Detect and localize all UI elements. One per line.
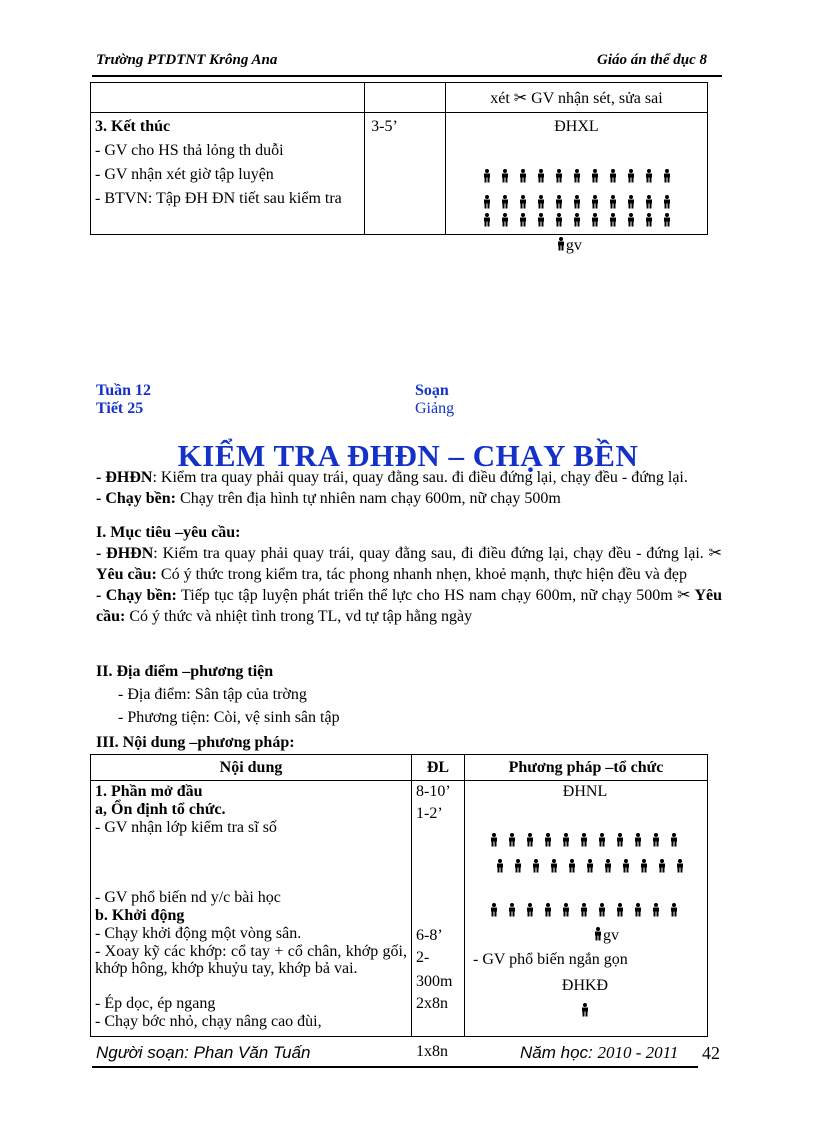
intro-label: - ĐHĐN: [96, 469, 153, 486]
header-school: Trường PTDTNT Krông Ana: [96, 52, 278, 68]
person-icon: [525, 903, 535, 916]
person-icon: [626, 169, 636, 182]
person-icon: [639, 859, 649, 872]
person-icon: [615, 833, 625, 846]
method-cell: [465, 781, 708, 1037]
section-heading: II. Địa điểm –phương tiện: [96, 663, 274, 680]
person-icon: [662, 213, 672, 226]
teacher-label: gv: [603, 927, 619, 944]
footer-year-value: 2010 - 2011: [597, 1043, 679, 1062]
intro-para-1: [96, 467, 722, 488]
section-objectives: [96, 522, 722, 627]
person-icon: [561, 903, 571, 916]
dl-value: 1-2’: [416, 805, 443, 822]
intro-para-2: [96, 488, 722, 509]
table-top: [90, 82, 708, 254]
footer-year-label: Năm học:: [520, 1043, 593, 1062]
person-icon: [579, 833, 589, 846]
person-icon: [549, 859, 559, 872]
footer-author: Người soạn: Phan Văn Tuấn: [96, 1043, 311, 1062]
formation-label: ĐHXL: [554, 118, 599, 135]
person-icon: [657, 859, 667, 872]
objective-text: : Kiểm tra quay phải quay trái, quay đằng sau, đi điều đứng lại, chạy đều - đứng lại. ✂: [153, 545, 723, 562]
person-icon: [662, 195, 672, 208]
person-icon: [495, 859, 505, 872]
table-top-time: 3-5’: [365, 113, 446, 235]
student-row: [482, 195, 680, 213]
text-line: - GV nhận xét giờ tập luyện: [95, 166, 274, 183]
section-heading: I. Mục tiêu –yêu cầu:: [96, 524, 241, 541]
part-title: 1. Phần mở đầu: [95, 783, 203, 800]
intro: [96, 467, 722, 509]
requirement-label: Yêu cầu:: [96, 587, 722, 625]
person-icon: [633, 903, 643, 916]
person-icon: [597, 903, 607, 916]
person-icon: [626, 213, 636, 226]
person-icon: [554, 195, 564, 208]
person-icon: [621, 859, 631, 872]
person-icon: [482, 169, 492, 182]
person-icon: [536, 169, 546, 182]
requirement-text: Có ý thức trong kiểm tra, tác phong nhanh nhẹn, khoẻ mạnh, thực hiện đều và đẹp: [156, 566, 687, 583]
text-line: - Xoay kỹ các khớp: cổ tay + cổ chân, khớp gối, khớp hông, khớp khuỷu tay, khớp bả vai.: [95, 943, 407, 977]
student-row: [482, 213, 680, 231]
person-icon: [644, 213, 654, 226]
teacher-marker: [580, 1003, 590, 1021]
person-icon: [593, 927, 603, 940]
footer-year: [520, 1043, 678, 1063]
part-subtitle: b. Khởi động: [95, 907, 185, 924]
person-icon: [482, 213, 492, 226]
person-icon: [590, 195, 600, 208]
person-icon: [651, 903, 661, 916]
part-subtitle: a, Ổn định tổ chức.: [95, 801, 226, 818]
person-icon: [590, 169, 600, 182]
dl-value: 2-: [416, 949, 430, 966]
page-number: 42: [702, 1043, 720, 1063]
week-label: Tuần 12: [96, 382, 151, 399]
table-top-content: [91, 113, 365, 235]
person-icon: [489, 833, 499, 846]
person-icon: [513, 859, 523, 872]
person-icon: [675, 859, 685, 872]
table-top-cell-empty: [91, 83, 365, 113]
person-icon: [572, 169, 582, 182]
method-note: - GV phổ biến ngắn gọn: [473, 951, 628, 968]
list-item: - Phương tiện: Còi, vệ sinh sân tập: [118, 709, 340, 726]
section-location: [96, 661, 340, 728]
person-icon: [608, 195, 618, 208]
person-icon: [590, 213, 600, 226]
person-icon: [626, 195, 636, 208]
person-icon: [500, 169, 510, 182]
text-line: - Ép dọc, ép ngang: [95, 995, 216, 1012]
section-heading: III. Nội dung –phương pháp:: [96, 734, 295, 751]
lesson-label: Tiết 25: [96, 400, 144, 417]
teacher-label: gv: [565, 237, 582, 254]
person-icon: [597, 833, 607, 846]
dl-value: 2x8n: [416, 995, 448, 1012]
person-icon: [580, 1003, 590, 1016]
person-icon: [615, 903, 625, 916]
person-icon: [651, 833, 661, 846]
dl-value: 300m: [416, 973, 453, 990]
person-icon: [585, 859, 595, 872]
student-row: [495, 859, 693, 877]
student-row: [482, 169, 680, 187]
section-title: 3. Kết thúc: [95, 118, 171, 135]
formation-label: ĐHKĐ: [561, 977, 609, 994]
text-line: - Chạy bớc nhỏ, chạy nâng cao đùi,: [95, 1013, 322, 1030]
person-icon: [603, 859, 613, 872]
person-icon: [518, 213, 528, 226]
table-top-formation: [445, 113, 707, 254]
requirement-text: Có ý thức và nhiệt tình trong TL, vd tự tập hằng ngày: [125, 608, 473, 625]
table-top-cell-empty: [365, 83, 446, 113]
content-cell: [91, 781, 412, 1037]
person-icon: [482, 195, 492, 208]
col-header-content: Nội dung: [91, 755, 412, 781]
taught-label: Giảng: [415, 400, 455, 417]
formation-label: ĐHNL: [562, 783, 608, 800]
objective-text: Tiếp tục tập luyện phát triển thể lực cho HS nam chạy 600m, nữ chạy 500m ✂: [176, 587, 691, 604]
person-icon: [567, 859, 577, 872]
person-icon: [536, 195, 546, 208]
person-icon: [644, 195, 654, 208]
person-icon: [669, 903, 679, 916]
person-icon: [518, 195, 528, 208]
person-icon: [518, 169, 528, 182]
dl-value: 6-8’: [416, 927, 443, 944]
person-icon: [579, 903, 589, 916]
text-line: - Chạy khởi động một vòng sân.: [95, 925, 302, 942]
requirement-label: Yêu cầu:: [96, 566, 157, 583]
objective-1: [96, 543, 722, 585]
person-icon: [644, 169, 654, 182]
objective-label: - ĐHĐN: [96, 545, 154, 562]
dl-value: 1x8n: [416, 1043, 448, 1060]
person-icon: [543, 833, 553, 846]
person-icon: [507, 903, 517, 916]
student-row: [489, 903, 687, 921]
person-icon: [543, 903, 553, 916]
dl-value: 8-10’: [416, 783, 451, 800]
teacher-marker: [593, 927, 619, 945]
person-icon: [500, 195, 510, 208]
person-icon: [608, 169, 618, 182]
dl-cell: [412, 781, 465, 1060]
teacher-marker: [556, 237, 582, 255]
person-icon: [507, 833, 517, 846]
col-header-dl: ĐL: [412, 755, 465, 781]
objective-2: [96, 585, 722, 627]
footer-rule: [92, 1066, 698, 1068]
person-icon: [633, 833, 643, 846]
person-icon: [489, 903, 499, 916]
person-icon: [662, 169, 672, 182]
text-line: - GV nhận lớp kiểm tra sĩ số: [95, 819, 277, 836]
intro-text: Chạy trên địa hình tự nhiên nam chạy 600m, nữ chạy 500m: [176, 490, 561, 507]
intro-text: : Kiểm tra quay phải quay trái, quay đằng sau. đi điều đứng lại, chạy đều - đứng lại.: [152, 469, 688, 486]
text-line: - GV cho HS thả lỏng th duỗi: [95, 142, 284, 159]
header-rule: [92, 75, 722, 77]
text-line: - BTVN: Tập ĐH ĐN tiết sau kiểm tra: [95, 190, 342, 207]
person-icon: [500, 213, 510, 226]
person-icon: [561, 833, 571, 846]
person-icon: [669, 833, 679, 846]
intro-label: - Chạy bền:: [96, 490, 177, 507]
page-title: KIỂM TRA ĐHĐN – CHẠY BỀN: [177, 438, 639, 473]
person-icon: [554, 169, 564, 182]
person-icon: [531, 859, 541, 872]
text-line: - GV phổ biến nd y/c bài học: [95, 889, 281, 906]
person-icon: [572, 213, 582, 226]
person-icon: [608, 213, 618, 226]
header-doc: Giáo án thể dục 8: [597, 52, 708, 68]
prepared-label: Soạn: [415, 382, 449, 399]
list-item: - Địa điểm: Sân tập của trờng: [118, 686, 307, 703]
person-icon: [572, 195, 582, 208]
person-icon: [536, 213, 546, 226]
person-icon: [554, 213, 564, 226]
objective-label: - Chạy bền:: [96, 587, 177, 604]
col-header-method: Phương pháp –tổ chức: [465, 755, 708, 781]
person-icon: [556, 237, 566, 250]
student-row: [489, 833, 687, 851]
table-top-method: xét ✂ GV nhận sét, sửa sai: [445, 83, 707, 113]
person-icon: [525, 833, 535, 846]
